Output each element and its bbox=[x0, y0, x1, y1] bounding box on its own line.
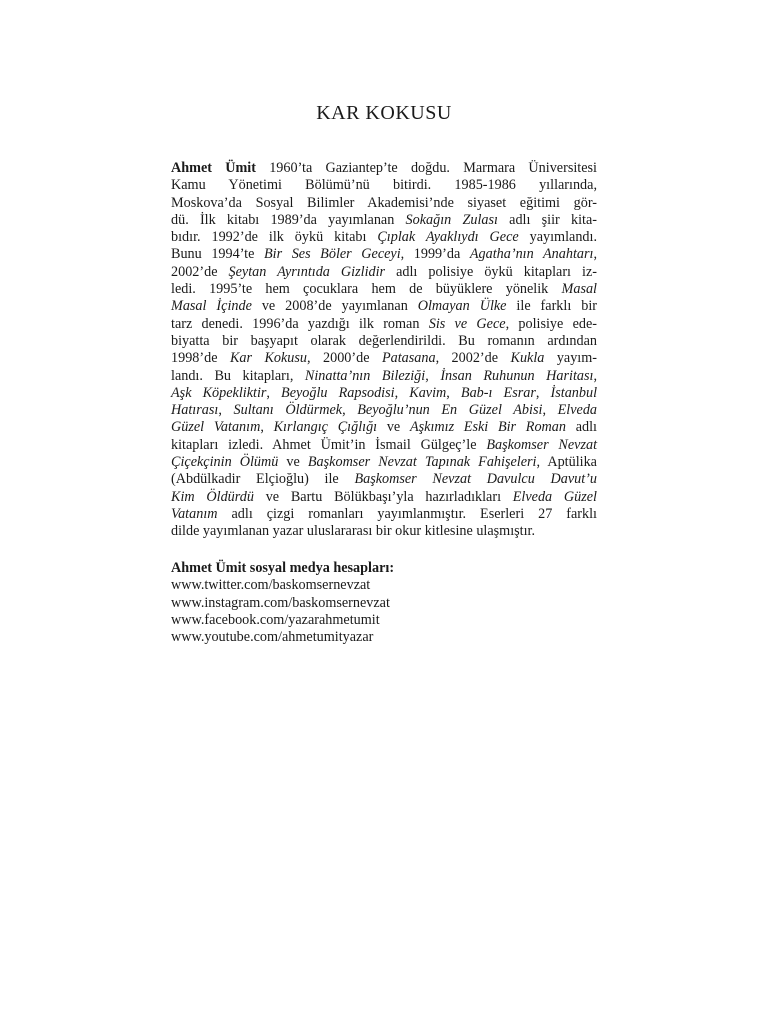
book-title: Sis ve Gece bbox=[428, 315, 506, 332]
book-title: Çiçekçinin Ölümü bbox=[171, 454, 279, 471]
book-title: Bir Ses Böler Geceyi bbox=[263, 246, 401, 263]
bio-line bbox=[171, 471, 597, 488]
book-title: Hatırası bbox=[171, 402, 219, 419]
book-title: Elveda bbox=[557, 402, 598, 419]
bio-text: kitapları izledi. Ahmet Ümit’in İsmail Gülgeç’le bbox=[171, 436, 487, 453]
bio-line bbox=[171, 385, 597, 402]
book-title: Masal bbox=[561, 281, 597, 298]
bio-line bbox=[171, 454, 597, 471]
book-title: Başkomser Nevzat Davulcu Davut’u bbox=[354, 471, 597, 488]
bio-text: 1998’de bbox=[171, 350, 230, 367]
book-title: Güzel Vatanım bbox=[171, 419, 261, 436]
bio-text: 2002’de bbox=[171, 263, 229, 280]
book-title: Başkomser Nevzat Tapınak Fahişeleri bbox=[307, 454, 537, 471]
bio-line bbox=[171, 368, 597, 385]
bio-text: Moskova’da Sosyal Bilimler Akademisi’nde siyaset eğitimi gör- bbox=[171, 194, 597, 211]
bio-text: ile farklı bir bbox=[506, 298, 597, 315]
bio-text: yayım- bbox=[544, 350, 598, 367]
bio-text: , bbox=[260, 419, 274, 436]
bio-text: adlı bbox=[566, 419, 597, 436]
bio-text: ve bbox=[377, 419, 410, 436]
bio-text: , 2000’de bbox=[307, 350, 382, 367]
bio-text: , bbox=[446, 384, 461, 401]
bio-text: , Aptülika bbox=[536, 454, 597, 471]
bio-line bbox=[171, 419, 597, 436]
book-title: Şeytan Ayrıntıda Gizlidir bbox=[228, 263, 386, 280]
bio-text: , bbox=[266, 384, 282, 401]
page-title: KAR KOKUSU bbox=[316, 102, 452, 124]
book-title: Agatha’nın Anahtarı bbox=[469, 246, 594, 263]
bio-text: , bbox=[593, 246, 598, 263]
bio-text: (Abdülkadir Elçioğlu) ile bbox=[171, 471, 355, 488]
bio-text: , 2002’de bbox=[435, 350, 511, 367]
book-title: Ninatta’nın Bileziği bbox=[304, 367, 426, 384]
bio-text: adlı polisiye öykü kitapları iz- bbox=[385, 263, 597, 280]
bio-text: adlı çizgi romanları yayımlanmıştır. Eserleri 27 farklı bbox=[217, 505, 597, 522]
book-title: Sultanı Öldürmek bbox=[233, 402, 343, 419]
book-title: Olmayan Ülke bbox=[417, 298, 507, 315]
bio-line bbox=[171, 489, 597, 506]
bio-text: , bbox=[535, 384, 551, 401]
book-title: Kırlangıç Çığlığı bbox=[273, 419, 378, 436]
book-title: Aşk Köpekliktir bbox=[171, 384, 267, 401]
bio-line bbox=[171, 402, 597, 419]
bio-text: landı. Bu kitapları, bbox=[171, 367, 305, 384]
bio-line bbox=[171, 160, 597, 177]
bio-text: , bbox=[394, 384, 410, 401]
bio-line bbox=[171, 212, 597, 229]
bio-line bbox=[171, 316, 597, 333]
bio-text: Bunu 1994’te bbox=[171, 246, 264, 263]
bio-text: , polisiye ede- bbox=[505, 315, 597, 332]
bio-line bbox=[171, 177, 597, 194]
bio-line bbox=[171, 333, 597, 350]
bio-line bbox=[171, 506, 597, 523]
author-biography bbox=[171, 160, 597, 541]
bio-text: , bbox=[342, 402, 358, 419]
book-title: Masal İçinde bbox=[171, 298, 252, 315]
book-title: Patasana bbox=[381, 350, 436, 367]
book-title: Beyoğlu Rapsodisi bbox=[281, 384, 395, 401]
instagram-link[interactable]: www.instagram.com/baskomsernevzat bbox=[171, 594, 390, 611]
bio-text: , bbox=[593, 367, 597, 384]
twitter-link[interactable]: www.twitter.com/baskomsernevzat bbox=[171, 577, 371, 594]
bio-text: adlı şiir kita- bbox=[497, 211, 597, 228]
bio-text: bıdır. 1992’de ilk öykü kitabı bbox=[171, 229, 378, 246]
bio-text: ve Bartu Bölükbaşı’yla hazırladıkları bbox=[253, 488, 513, 505]
book-title: Bab-ı Esrar bbox=[460, 384, 536, 401]
bio-text: ve 2008’de yayımlanan bbox=[251, 298, 418, 315]
book-title: İnsan Ruhunun Haritası bbox=[440, 367, 594, 384]
bio-text: biyatta bir başyapıt olarak değerlendirildi. Bu romanın ardından bbox=[171, 332, 597, 349]
bio-text: yayımlandı. bbox=[518, 229, 598, 246]
bio-line bbox=[171, 246, 597, 263]
bio-line bbox=[171, 229, 597, 246]
bio-line bbox=[171, 523, 597, 540]
book-title: İstanbul bbox=[550, 384, 598, 401]
bio-text: tarz denedi. 1996’da yazdığı ilk roman bbox=[171, 315, 429, 332]
bio-text: dilde yayımlanan yazar uluslararası bir okur kitlesine ulaşmıştır. bbox=[171, 523, 536, 540]
book-title: Kar Kokusu bbox=[229, 350, 308, 367]
youtube-link[interactable]: www.youtube.com/ahmetumityazar bbox=[171, 629, 374, 646]
book-title: Başkomser Nevzat bbox=[486, 436, 598, 453]
bio-line bbox=[171, 298, 597, 315]
bio-text: ve bbox=[278, 454, 308, 471]
book-title: Çıplak Ayaklıydı Gece bbox=[377, 229, 519, 246]
facebook-link[interactable]: www.facebook.com/yazarahmetumit bbox=[171, 611, 380, 628]
book-title: Aşkımız Eski Bir Roman bbox=[409, 419, 566, 436]
book-title: Sokağın Zulası bbox=[405, 211, 498, 228]
bio-text: ledi. 1995’te hem çocuklara hem de büyüklere yönelik bbox=[171, 281, 562, 298]
social-media-heading: Ahmet Ümit sosyal medya hesapları: bbox=[171, 560, 395, 576]
bio-text: 1960’ta Gaziantep’te doğdu. Marmara Üniversitesi bbox=[255, 160, 597, 176]
book-title: Kukla bbox=[510, 350, 545, 367]
book-title: Beyoğlu’nun En Güzel Abisi bbox=[357, 402, 543, 419]
social-media-section bbox=[171, 560, 597, 646]
bio-line bbox=[171, 264, 597, 281]
book-title: Kavim bbox=[409, 384, 447, 401]
bio-text: , bbox=[542, 402, 558, 419]
book-title: Kim Öldürdü bbox=[171, 488, 254, 505]
bio-text: , bbox=[425, 367, 441, 384]
author-name: Ahmet Ümit bbox=[171, 160, 256, 176]
bio-line bbox=[171, 437, 597, 454]
book-title: Elveda Güzel bbox=[512, 488, 597, 505]
bio-text: dü. İlk kitabı 1989’da yayımlanan bbox=[171, 211, 406, 228]
bio-text: Kamu Yönetimi Bölümü’nü bitirdi. 1985-1986 yıllarında, bbox=[171, 177, 597, 194]
bio-text: , bbox=[218, 402, 234, 419]
bio-line bbox=[171, 195, 597, 212]
book-title: Vatanım bbox=[171, 505, 218, 522]
bio-line bbox=[171, 350, 597, 367]
bio-text: , 1999’da bbox=[400, 246, 470, 263]
bio-line bbox=[171, 281, 597, 298]
